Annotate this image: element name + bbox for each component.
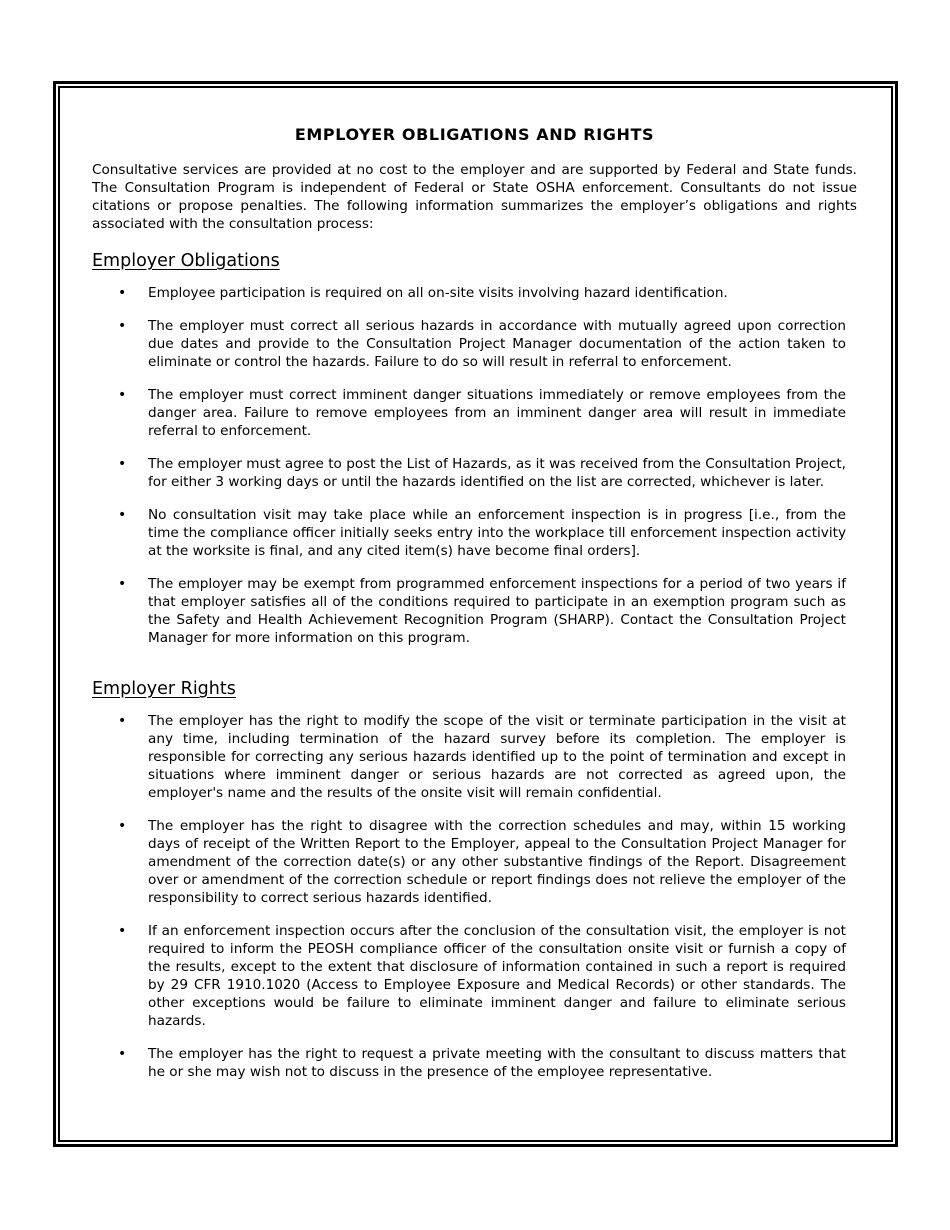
obligation-text: No consultation visit may take place while an enforcement inspection is in progress [i.e., from the time the compliance officer initially seeks entry into the workplace till enforcement inspection activity at the worksite is final, and any cited item(s) have become final orders]. (148, 507, 846, 559)
right-item (92, 712, 857, 802)
obligations-list (92, 284, 857, 647)
bullet-icon: • (118, 318, 127, 334)
obligation-item (92, 284, 857, 302)
obligation-item (92, 386, 857, 440)
right-text: If an enforcement inspection occurs after the conclusion of the consultation visit, the employer is not required to inform the PEOSH compliance officer of the consultation onsite visit or furnish a copy of the results, except to the extent that disclosure of information contained in such a report is required by 29 CFR 1910.1020 (Access to Employee Exposure and Medical Records) or other standards. The other exceptions would be failure to eliminate imminent danger and failure to eliminate serious hazards. (148, 923, 846, 1029)
obligation-text: The employer must correct imminent danger situations immediately or remove employees from the danger area. Failure to remove employees from an imminent danger area will result in immediate referral to enforcement. (148, 387, 846, 439)
intro-paragraph: Consultative services are provided at no cost to the employer and are supported by Federal and State funds. The Consultation Program is independent of Federal or State OSHA enforcement. Consultants do not issue citations or propose penalties. The following information summarizes the employer’s obligations and rights associated with the consultation process: (92, 162, 857, 232)
right-item (92, 1045, 857, 1081)
bullet-icon: • (118, 285, 127, 301)
document-content (92, 124, 857, 1096)
obligation-item (92, 575, 857, 647)
obligation-item (92, 455, 857, 491)
bullet-icon: • (118, 1046, 127, 1062)
obligation-item (92, 317, 857, 371)
bullet-icon: • (118, 507, 127, 523)
right-text: The employer has the right to modify the scope of the visit or terminate participation in the visit at any time, including termination of the hazard survey before its completion. The employer is responsible for correcting any serious hazards identified up to the point of termination and except in situations where imminent danger or serious hazards are not corrected as agreed upon, the employer's name and the results of the onsite visit will remain confidential. (148, 713, 846, 801)
bullet-icon: • (118, 387, 127, 403)
obligation-item (92, 506, 857, 560)
right-item (92, 922, 857, 1030)
right-text: The employer has the right to request a private meeting with the consultant to discuss matters that he or she may wish not to discuss in the presence of the employee representative. (148, 1046, 846, 1080)
obligations-heading: Employer Obligations (92, 251, 280, 271)
obligation-text: Employee participation is required on all on-site visits involving hazard identification. (148, 285, 728, 301)
right-item (92, 817, 857, 907)
bullet-icon: • (118, 818, 127, 834)
obligation-text: The employer may be exempt from programmed enforcement inspections for a period of two years if that employer satisfies all of the conditions required to participate in an exemption program such as the Safety and Health Achievement Recognition Program (SHARP). Contact the Consultation Project Manager for more information on this program. (148, 576, 846, 646)
document-title: EMPLOYER OBLIGATIONS AND RIGHTS (294, 125, 655, 144)
right-text: The employer has the right to disagree with the correction schedules and may, within 15 working days of receipt of the Written Report to the Employer, appeal to the Consultation Project Manager for amendment of the correction date(s) or any other substantive findings of the Report. Disagreement over or amendment of the correction schedule or report findings does not relieve the employer of the responsibility to correct serious hazards identified. (148, 818, 846, 906)
bullet-icon: • (118, 713, 127, 729)
bullet-icon: • (118, 456, 127, 472)
obligation-text: The employer must correct all serious hazards in accordance with mutually agreed upon correction due dates and provide to the Consultation Project Manager documentation of the action taken to eliminate or control the hazards. Failure to do so will result in referral to enforcement. (148, 318, 846, 370)
obligation-text: The employer must agree to post the List of Hazards, as it was received from the Consultation Project, for either 3 working days or until the hazards identified on the list are corrected, whichever is later. (148, 456, 846, 490)
bullet-icon: • (118, 576, 127, 592)
bullet-icon: • (118, 923, 127, 939)
rights-heading: Employer Rights (92, 679, 236, 699)
rights-list (92, 712, 857, 1081)
